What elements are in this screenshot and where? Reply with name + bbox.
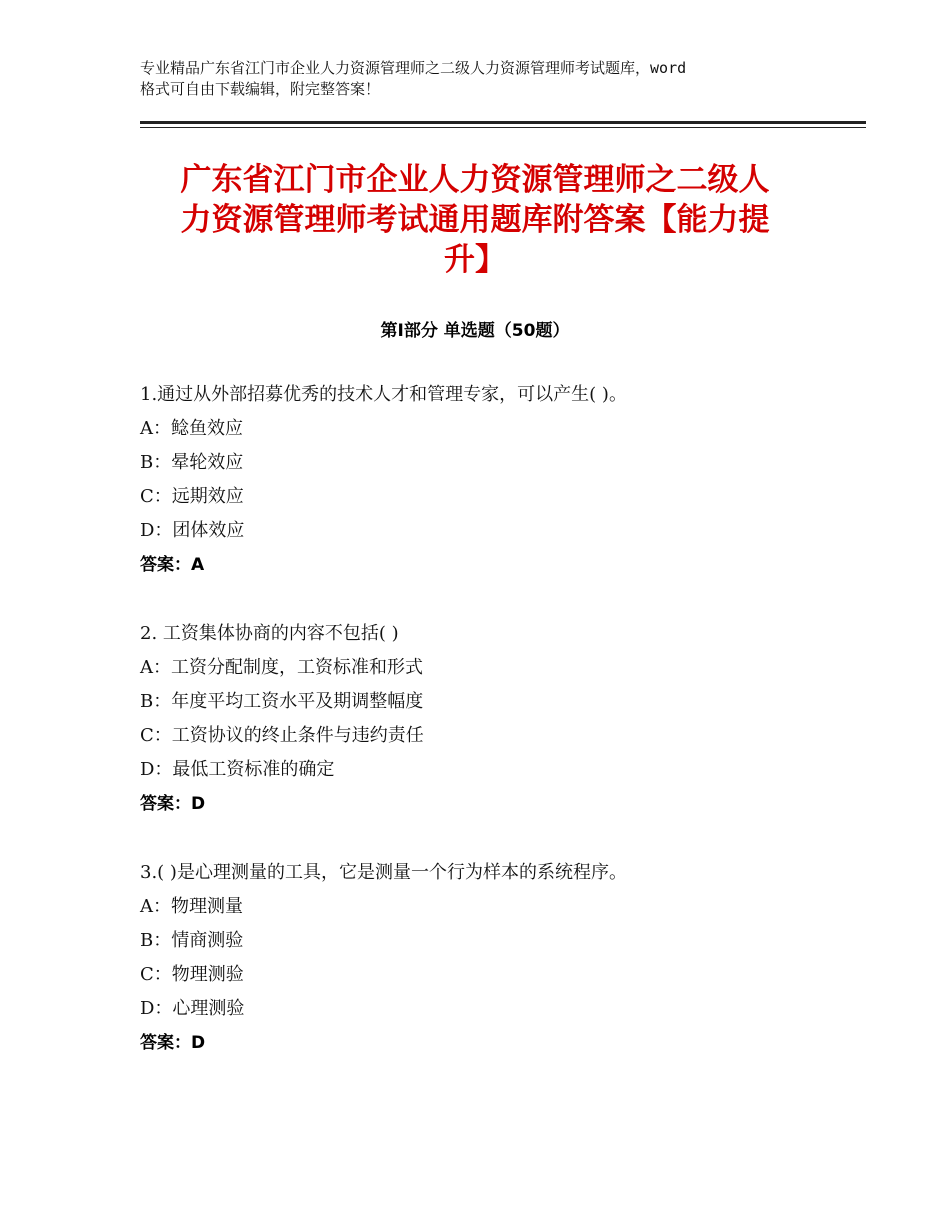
- header-divider-thin: [140, 127, 866, 128]
- document-title-line-1: 广东省江门市企业人力资源管理师之二级人: [180, 162, 770, 198]
- option-d: D：团体效应: [140, 520, 245, 541]
- document-title-line-2: 力资源管理师考试通用题库附答案【能力提: [180, 202, 770, 238]
- document-title-line-3: 升】: [444, 242, 506, 278]
- answer: 答案：D: [140, 1033, 206, 1053]
- option-a: A：工资分配制度，工资标准和形式: [140, 657, 423, 678]
- document-title: [140, 160, 810, 280]
- option-a: A：鲶鱼效应: [140, 418, 243, 439]
- question-2: [140, 617, 840, 821]
- option-c: C：物理测验: [140, 964, 244, 985]
- header-note: [140, 58, 830, 100]
- section-title: 第Ⅰ部分 单选题（50题）: [380, 321, 570, 341]
- answer: 答案：D: [140, 794, 206, 814]
- option-d: D：心理测验: [140, 998, 245, 1019]
- question-1: [140, 378, 840, 582]
- question-3: [140, 856, 840, 1060]
- header-note-line-2: 格式可自由下载编辑，附完整答案！: [140, 80, 381, 98]
- option-a: A：物理测量: [140, 896, 243, 917]
- option-b: B：情商测验: [140, 930, 244, 951]
- answer: 答案：A: [140, 555, 205, 575]
- question-stem: 3.( )是心理测量的工具，它是测量一个行为样本的系统程序。: [140, 862, 627, 883]
- option-d: D：最低工资标准的确定: [140, 759, 335, 780]
- header-divider-thick: [140, 121, 866, 124]
- option-c: C：工资协议的终止条件与违约责任: [140, 725, 424, 746]
- option-b: B：年度平均工资水平及期调整幅度: [140, 691, 424, 712]
- option-b: B：晕轮效应: [140, 452, 244, 473]
- question-stem: 1.通过从外部招募优秀的技术人才和管理专家，可以产生( )。: [140, 384, 627, 405]
- option-c: C：远期效应: [140, 486, 244, 507]
- header-note-line-1: 专业精品广东省江门市企业人力资源管理师之二级人力资源管理师考试题库，word: [140, 59, 687, 77]
- question-stem: 2. 工资集体协商的内容不包括( ): [140, 623, 399, 644]
